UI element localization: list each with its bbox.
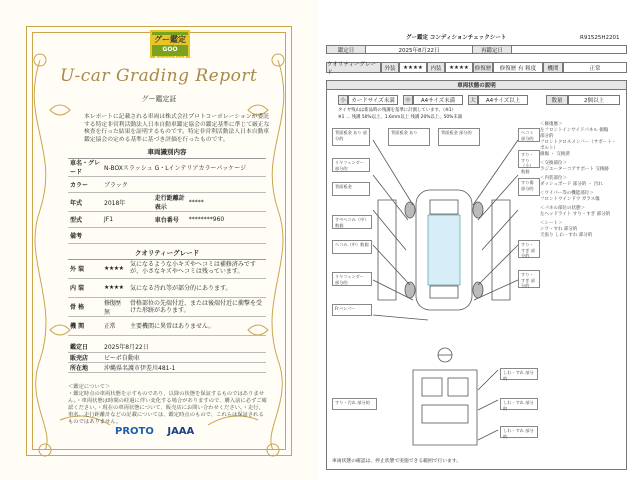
car-top-roof: [428, 215, 460, 285]
interior-desc: 気になる汚れ等が部分的にあります。: [128, 278, 266, 297]
vehicle-section-heading: 車両識別内容: [68, 147, 266, 159]
interior-stars: ★★★★: [102, 278, 128, 297]
exterior-label: 外 装: [68, 259, 102, 278]
engine-value: 正常: [102, 316, 128, 335]
appraisal-notes: [68, 384, 268, 427]
grade-repair-value: 修復歴 有 粗度: [493, 62, 543, 73]
count-value: 2個以上: [568, 95, 620, 105]
vehicle-info-table: [68, 158, 266, 244]
table-row: [68, 342, 266, 352]
shop-value: ビーポ自動車: [102, 352, 266, 362]
mileage-label: 走行距離計表示: [153, 193, 187, 212]
remarks-label: 備考: [68, 228, 102, 244]
grade-engine-label: 機関: [543, 62, 563, 73]
legend-item: フロントウインドウ ガラス傷: [540, 197, 600, 202]
legend-item: 左ヘッドライト すり・すぎ 部分的: [540, 212, 611, 217]
date-value: 2025年8月22日: [365, 45, 473, 54]
legend-item: 部分的: [540, 134, 554, 139]
rear-seat: [422, 405, 468, 423]
legend-item: 天張り しわ・すれ 部分的: [540, 233, 593, 238]
name-value: N-BOXスラッシュ G・Lインテリアカラーパッケージ: [102, 158, 266, 177]
table-row: [68, 362, 266, 372]
document-id: R91525H2201: [580, 35, 620, 41]
grade-repair-label: 修復歴: [473, 62, 493, 73]
engine-desc: 主要機関に異常はありません。: [128, 316, 266, 335]
size-large-label: 大: [468, 95, 478, 105]
frame-value: 修復歴 無: [102, 297, 128, 316]
rear-right-wheel-icon: [473, 282, 483, 298]
legend-item: ダッシュボード 部分的 ・ 汚れ: [540, 182, 603, 187]
certificate-subtitle: グー鑑定証: [141, 95, 177, 103]
location-value: 沖縄県名護市伊差川481-1: [102, 362, 266, 372]
legend-column: [540, 122, 618, 239]
damage-box: 背面板金 部分的: [438, 128, 480, 146]
frame-label: 骨 格: [68, 297, 102, 316]
damage-box: しわ・すれ 部分的: [500, 426, 538, 438]
location-label: 所在地: [68, 362, 102, 372]
badge-bottom-text: GOO Appraisal: [154, 46, 186, 63]
table-row: [68, 158, 266, 177]
car-left-side: [378, 200, 396, 300]
legend-item: フロントクロスメンバー（サポート・ボルト）: [540, 140, 617, 151]
damage-box: Frバンパー: [332, 304, 372, 316]
year-label: 年式: [68, 193, 102, 212]
front-left-wheel-icon: [405, 202, 415, 218]
sheet-footer: 車両状態の確認は、停止状態で実施できる範囲で行います。: [332, 459, 462, 464]
exterior-stars: ★★★★: [102, 259, 128, 278]
legend-item: ＜交換部位＞: [540, 161, 567, 166]
grade-engine-value: 正常: [563, 62, 627, 73]
damage-box: 背面板金 あり 部分的: [332, 128, 370, 146]
proto-logo: PROTO: [115, 426, 154, 437]
legend-item: ＜シート＞: [540, 221, 563, 226]
condition-check-sheet: [318, 0, 640, 480]
grade-exterior-label: 外装: [381, 62, 399, 73]
damage-box: すり・汚れ 部分的: [332, 398, 377, 410]
chassis-value: ********960: [187, 212, 266, 228]
appraisal-date-value: 2025年8月22日: [102, 342, 266, 352]
table-row: [68, 193, 266, 212]
damage-box: すぺヘコみ（中）数個: [332, 215, 372, 229]
name-label: 車名・グレード: [70, 160, 101, 176]
notes-body: ・鑑定時点の車両状態を示すものであり、以降の状態を保証するものではありません。・車両状態は時間の経過に伴い変化する場合がありますので、購入前に必ずご確認ください。・現在の車両状態について、販売店にお問い合わせください。・走行、車名、走行距離計などの記載については、鑑定時点のもので、これらは保証されるものではありません。: [68, 391, 267, 426]
damage-box: すり・すぎ 部分的: [518, 270, 540, 288]
legend-item: シワ・すれ 部分的: [540, 227, 578, 232]
count-label: 数量: [546, 95, 568, 105]
reappraisal-label: 再鑑定日: [472, 45, 512, 54]
grading-certificate: [0, 0, 318, 480]
badge-top-text: グー鑑定: [154, 35, 186, 44]
mileage-value: *****: [187, 193, 266, 212]
size-medium-label: 中: [403, 95, 413, 105]
table-row: [68, 316, 266, 335]
table-row: [68, 212, 266, 228]
goo-appraisal-badge: [150, 30, 190, 63]
color-label: カラー: [68, 177, 102, 193]
legend-item: ラジエーターコアサポート 交換跡: [540, 167, 609, 172]
certificate-script-title: U-car Grading Report: [60, 66, 258, 86]
car-top-windshield: [430, 200, 458, 214]
damage-box: 背面板金: [332, 182, 370, 196]
state-section-heading: 車両状態の説明: [326, 80, 627, 90]
table-row: [68, 297, 266, 316]
table-row: [68, 278, 266, 297]
exterior-desc: 気になるような小キズやヘコミは補修済みですが、小さなキズやヘコミは残っています。: [128, 259, 266, 278]
legend-item: ＜修復歴＞: [540, 122, 563, 127]
damage-box: リヤフェンダー 部分的: [332, 158, 370, 172]
legend-item: ＜内装部位＞: [540, 176, 567, 181]
grade-exterior-stars: ★★★★: [399, 62, 427, 73]
damage-box: すり・すぎ 部分的: [518, 240, 540, 258]
logo-row: [115, 426, 194, 437]
size-small-label: 小: [338, 95, 348, 105]
notes-title: ＜鑑定について＞: [68, 384, 111, 390]
grade-interior-stars: ★★★★: [445, 62, 473, 73]
damage-box: すり傷 部分的: [518, 178, 540, 196]
damage-box: 背面板金 あり: [388, 128, 430, 146]
size-large-desc: A4サイズ以上: [478, 95, 528, 105]
table-row: [68, 177, 266, 193]
interior-label: 内 装: [68, 278, 102, 297]
table-row: [68, 259, 266, 278]
year-value: 2018年: [102, 193, 153, 212]
quality-section-heading: クオリティーグレード: [68, 248, 266, 260]
damage-box: しわ・すれ 部分的: [500, 398, 538, 410]
model-label: 型式: [68, 212, 102, 228]
engine-label: 機 関: [68, 316, 102, 335]
damage-box: しわ・すれ 部分的: [500, 368, 538, 380]
shop-label: 販売店: [68, 352, 102, 362]
sheet-title: グー鑑定 コンディションチェックシート: [406, 35, 507, 41]
front-left-seat: [422, 378, 442, 396]
damage-box: リヤフェンダー 部分的: [332, 272, 372, 286]
damage-box: すり・すり（小）数個: [518, 150, 540, 168]
grade-interior-label: 内装: [427, 62, 445, 73]
grade-row-label: クオリティーグレード: [326, 62, 381, 73]
quality-grade-table: [68, 259, 266, 336]
legend-item: 損傷 ・ 交換済: [540, 152, 570, 157]
legend-item: ＜ワイパー等の機能部位＞: [540, 191, 594, 196]
color-value: ブラック: [102, 177, 266, 193]
front-right-seat: [448, 378, 468, 396]
appraisal-info-table: [68, 342, 266, 373]
tire-note: タイヤ残山は新品時の残溝を基準に計測しています。（※1）: [338, 108, 456, 113]
legend-item: 左フロントインサイドパネル 損傷: [540, 128, 609, 133]
rear-left-wheel-icon: [405, 282, 415, 298]
tire-note-2: ※1 … 残溝 50%以上、1.6mm以上 残溝 20%以上、50%未満: [338, 115, 463, 120]
damage-box: ヘコミ 部分的: [518, 128, 540, 142]
car-top-rear-window: [430, 286, 458, 298]
damage-box: ヘコみ（中）数個: [332, 240, 372, 254]
remarks-value: [102, 228, 266, 244]
legend-item: ＜パネル部位の状態＞: [540, 206, 585, 211]
frame-desc: 骨格部位の先端付近、または後端付近に衝撃を受けた形跡があります。: [128, 297, 266, 316]
table-row: [68, 352, 266, 362]
appraisal-date-label: 鑑定日: [68, 342, 102, 352]
table-row: [68, 228, 266, 244]
jaaa-logo: JAAA: [167, 426, 195, 437]
chassis-label: 車台番号: [153, 212, 187, 228]
size-medium-desc: A4サイズ未満: [413, 95, 463, 105]
certificate-intro-text: 本レポートに記載される車両は株式会社プロトコーポレーションが委託する特定非営利活動法人日本自動車鑑定協会の鑑定基準に準じて厳正な検査を行った結果を証明するものです。特定非営利活動法人日本自動車鑑定協会の定める基準に基づき評価を行ったものです。: [84, 114, 270, 143]
model-value: JF1: [102, 212, 153, 228]
date-label: 鑑定日: [326, 45, 366, 54]
car-interior-outline: [413, 370, 477, 445]
size-small-desc: カードサイズ未満: [348, 95, 398, 105]
